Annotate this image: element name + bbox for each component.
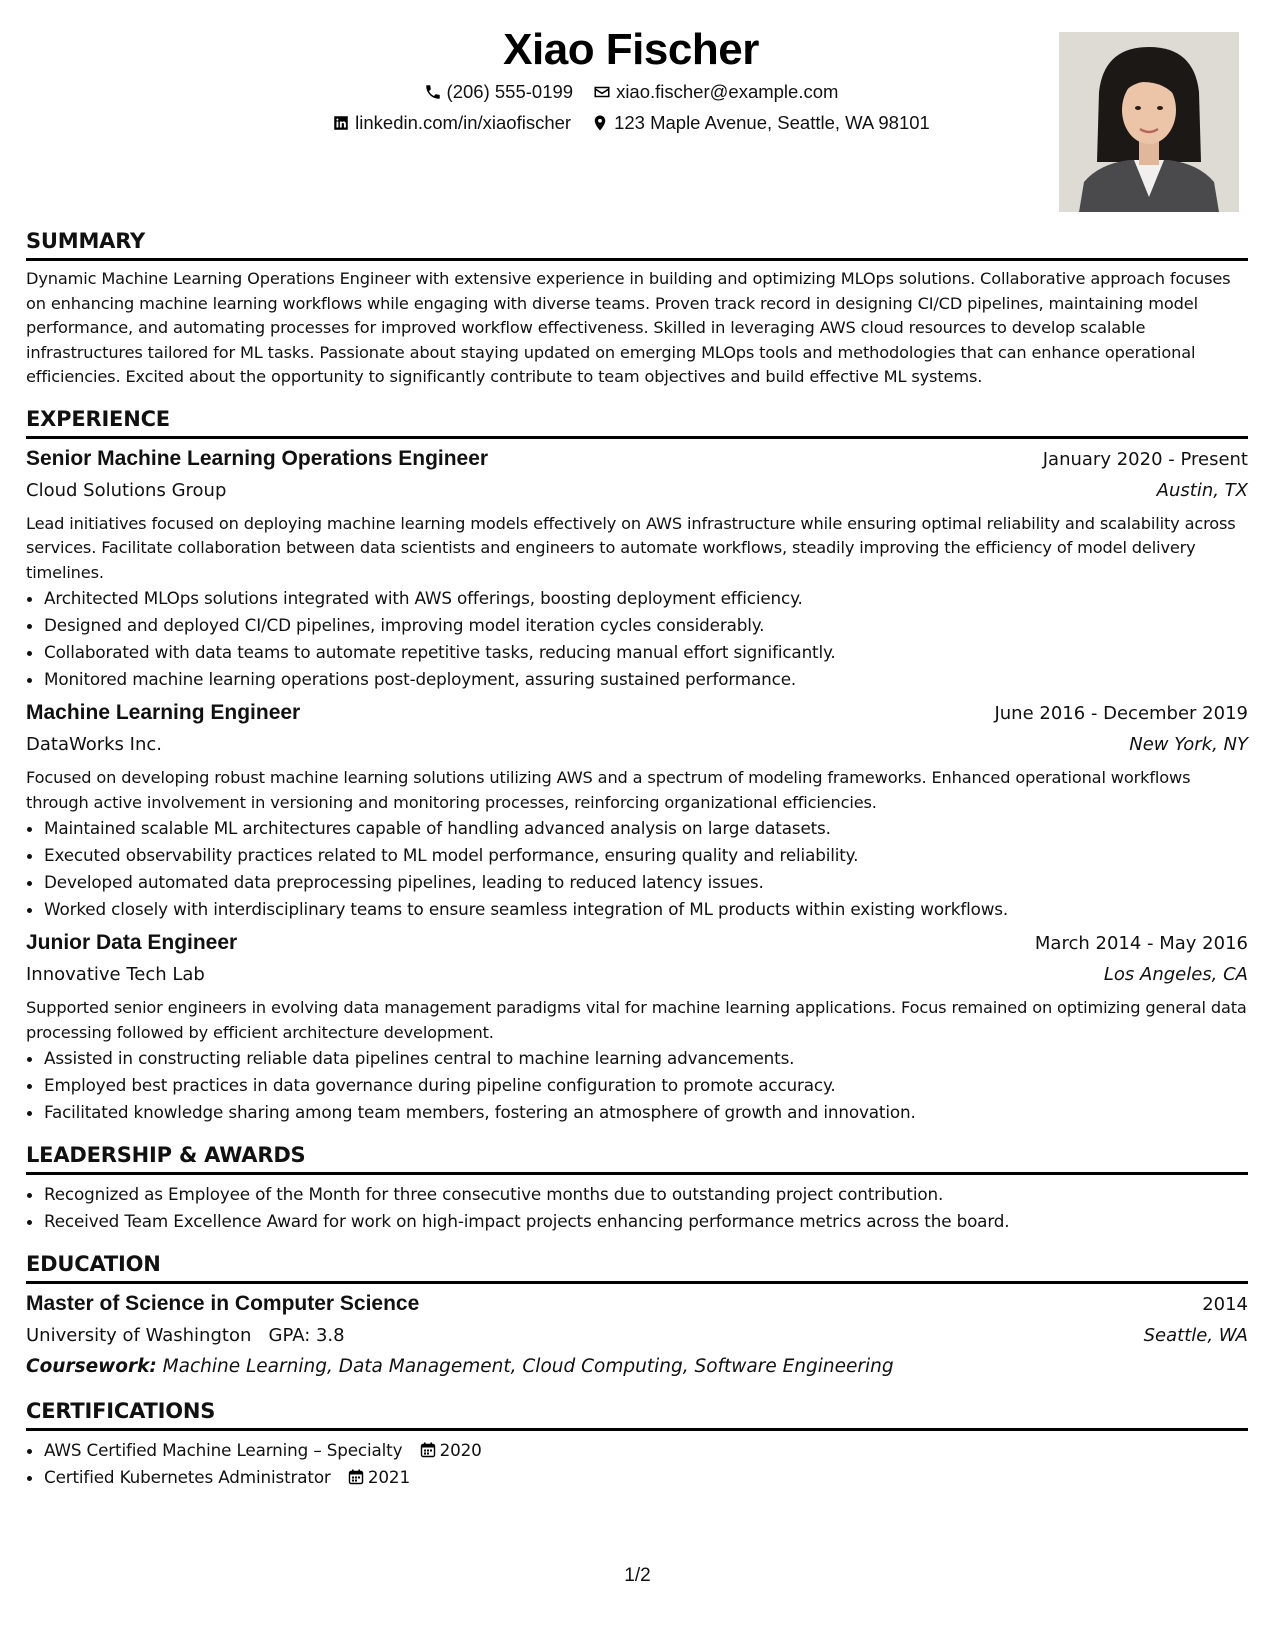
job-description: Lead initiatives focused on deploying machine learning models effectively on AWS infrastructure while ensuring optimal reliability and scalability across services. Facilitate collaboration between data scientists and engineers to automate workflows, steadily improving the efficiency of model delivery timelines. xyxy=(26,513,1236,582)
cert-name: AWS Certified Machine Learning – Specialty xyxy=(44,1440,403,1460)
job-entry xyxy=(26,439,1248,694)
education-entry xyxy=(26,1284,1248,1382)
job-title: Machine Learning Engineer xyxy=(26,701,301,724)
linkedin-text: linkedin.com/in/xiaofischer xyxy=(355,112,572,133)
list-item: • Recognized as Employee of the Month for three consecutive months due to outstanding project contribution. xyxy=(44,1181,1248,1208)
linkedin-icon xyxy=(332,114,350,132)
calendar-icon xyxy=(348,1469,364,1485)
list-item xyxy=(44,1437,1248,1464)
list-item: • Monitored machine learning operations post-deployment, assuring sustained performance. xyxy=(44,666,1248,693)
coursework-list: Machine Learning, Data Management, Cloud Computing, Software Engineering xyxy=(162,1356,894,1377)
job-location: New York, NY xyxy=(1129,734,1248,755)
list-item: • Executed observability practices related to ML model performance, ensuring quality and reliability. xyxy=(44,842,1248,869)
coursework xyxy=(26,1351,1248,1382)
coursework-label: Coursework: xyxy=(26,1356,157,1377)
degree-title: Master of Science in Computer Science xyxy=(26,1292,420,1315)
contact-email[interactable] xyxy=(593,76,838,107)
job-location: Los Angeles, CA xyxy=(1103,964,1248,985)
leadership-bullets xyxy=(26,1181,1248,1235)
list-item: • Maintained scalable ML architectures capable of handling advanced analysis on large datasets. xyxy=(44,815,1248,842)
calendar-icon xyxy=(420,1442,436,1458)
job-bullets xyxy=(26,585,1248,693)
list-item: • Received Team Excellence Award for work on high-impact projects enhancing performance metrics across the board. xyxy=(44,1208,1248,1235)
contact-phone xyxy=(424,76,574,107)
list-item xyxy=(44,1464,1248,1491)
certifications-heading: CERTIFICATIONS xyxy=(26,1392,1248,1431)
email-text: xiao.fischer@example.com xyxy=(616,81,839,102)
phone-icon xyxy=(424,83,442,101)
list-item: • Designed and deployed CI/CD pipelines, improving model iteration cycles considerably. xyxy=(44,612,1248,639)
cert-year: 2020 xyxy=(439,1440,482,1460)
envelope-icon xyxy=(593,83,611,101)
resume-content xyxy=(26,222,1248,1491)
gpa: GPA: 3.8 xyxy=(268,1325,345,1346)
list-item: • Architected MLOps solutions integrated with AWS offerings, boosting deployment efficiency. xyxy=(44,585,1248,612)
job-dates: March 2014 - May 2016 xyxy=(1034,933,1248,954)
job-description: Supported senior engineers in evolving data management paradigms vital for machine learning applications. Focus remained on optimizing general data processing followed by efficient architecture development. xyxy=(26,998,1247,1042)
job-title: Junior Data Engineer xyxy=(26,931,238,954)
job-entry xyxy=(26,693,1248,923)
contact-linkedin[interactable] xyxy=(332,107,571,138)
graduation-year: 2014 xyxy=(1202,1294,1248,1315)
cert-year: 2021 xyxy=(367,1467,410,1487)
phone-text: (206) 555-0199 xyxy=(446,81,574,102)
job-description: Focused on developing robust machine learning solutions utilizing AWS and a spectrum of modeling frameworks. Enhanced operational workflows through active involvement in versioning and monitoring processes, reinforcing organizational efficiencies. xyxy=(26,768,1191,812)
list-item: • Collaborated with data teams to automate repetitive tasks, reducing manual effort significantly. xyxy=(44,639,1248,666)
leadership-heading: LEADERSHIP & AWARDS xyxy=(26,1136,1248,1175)
job-title: Senior Machine Learning Operations Engineer xyxy=(26,446,489,470)
job-location: Austin, TX xyxy=(1156,479,1248,501)
experience-heading: EXPERIENCE xyxy=(26,400,1248,439)
list-item: • Facilitated knowledge sharing among team members, fostering an atmosphere of growth and innovation. xyxy=(44,1099,1248,1126)
job-dates: June 2016 - December 2019 xyxy=(994,703,1248,724)
school-location: Seattle, WA xyxy=(1143,1325,1248,1346)
contact-address xyxy=(591,107,930,138)
job-bullets xyxy=(26,1045,1248,1126)
map-pin-icon xyxy=(591,114,609,132)
address-text: 123 Maple Avenue, Seattle, WA 98101 xyxy=(614,112,930,133)
candidate-name: Xiao Fischer xyxy=(503,25,759,74)
job-entry xyxy=(26,923,1248,1126)
education-heading: EDUCATION xyxy=(26,1245,1248,1284)
job-company: DataWorks Inc. xyxy=(26,734,162,755)
job-dates: January 2020 - Present xyxy=(1042,448,1248,470)
cert-name: Certified Kubernetes Administrator xyxy=(44,1467,331,1487)
list-item: • Developed automated data preprocessing pipelines, leading to reduced latency issues. xyxy=(44,869,1248,896)
profile-photo xyxy=(1059,32,1239,212)
job-company: Innovative Tech Lab xyxy=(26,964,205,985)
summary-heading: SUMMARY xyxy=(26,222,1248,261)
summary-text: Dynamic Machine Learning Operations Engineer with extensive experience in building and optimizing MLOps solutions. Collaborative approach focuses on enhancing machine learning workflows while engaging with diverse teams. Proven track record in designing CI/CD pipelines, maintaining model performance, and automating processes for improved workflow effectiveness. Skilled in leveraging AWS cloud resources to develop scalable infrastructures tailored for ML tasks. Passionate about staying updated on emerging MLOps tools and methodologies that can enhance operational efficiencies. Excited about the opportunity to significantly contribute to team objectives and build effective ML systems. xyxy=(26,269,1231,386)
list-item: • Assisted in constructing reliable data pipelines central to machine learning advancements. xyxy=(44,1045,1248,1072)
list-item: • Worked closely with interdisciplinary teams to ensure seamless integration of ML products within existing workflows. xyxy=(44,896,1248,923)
school-name: University of Washington xyxy=(26,1325,252,1346)
certifications-list xyxy=(26,1437,1248,1491)
job-bullets xyxy=(26,815,1248,923)
job-company: Cloud Solutions Group xyxy=(26,479,227,501)
list-item: • Employed best practices in data governance during pipeline configuration to promote accuracy. xyxy=(44,1072,1248,1099)
school-info xyxy=(26,1320,345,1351)
page-number: 1/2 xyxy=(624,1565,651,1586)
